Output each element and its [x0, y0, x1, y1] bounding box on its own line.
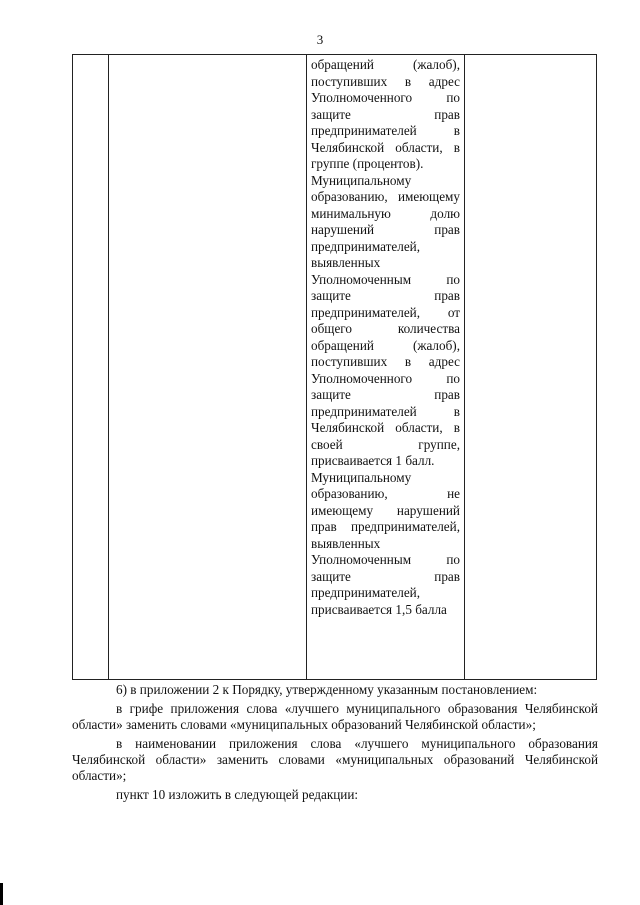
table-cell-number [73, 55, 109, 680]
scoring-paragraph: обращений (жалоб), поступивших в адрес Уполномоченного по защите прав предпринимателей в Челябинской области, в группе (процентов). [311, 57, 460, 171]
body-paragraph: пункт 10 изложить в следующей редакции: [116, 787, 359, 802]
body-paragraph: в наименовании приложения слова «лучшего муниципального образования Челябинской области» заменить словами «муниципальных образований Челябинской области»; [72, 736, 598, 783]
criteria-table [72, 54, 597, 680]
scoring-paragraph: Муниципальному образованию, не имеющему нарушений прав предпринимателей, выявленных Уполномоченным по защите прав предпринимателей, присваивается 1,5 балла [311, 469, 460, 617]
table-cell-scoring [307, 55, 465, 680]
scoring-paragraph: Муниципальному образованию, имеющему минимальную долю нарушений прав предпринимателей, выявленных Уполномоченным по защите прав предпринимателей, от общего количества обращений (жалоб), поступивших в адрес Уполномоченного по защите прав предпринимателей в Челябинской области, в своей группе, присваивается 1 балл. [311, 172, 460, 468]
body-paragraph: 6) в приложении 2 к Порядку, утвержденному указанным постановлением: [116, 682, 538, 697]
page-number: 3 [316, 32, 324, 47]
body-paragraph: в грифе приложения слова «лучшего муниципального образования Челябинской области» заменить словами «муниципальных образований Челябинской области»; [72, 701, 598, 732]
table-cell-criterion [109, 55, 307, 680]
table-cell-notes [465, 55, 597, 680]
document-body [72, 682, 598, 806]
scan-edge-mark [0, 883, 3, 905]
